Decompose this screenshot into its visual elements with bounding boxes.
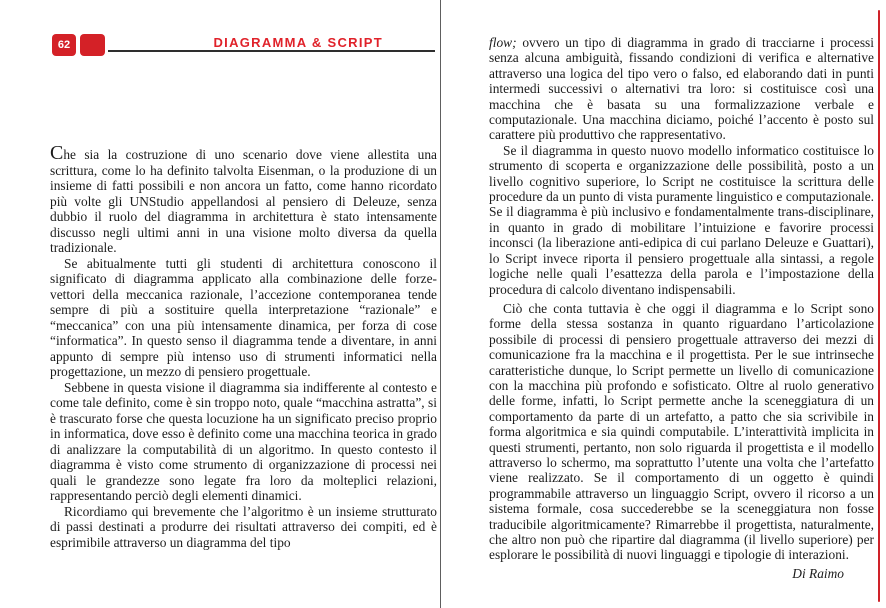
- edge-marker-line: [878, 10, 880, 602]
- decoration-badge: [80, 34, 105, 56]
- drop-cap: C: [50, 142, 64, 164]
- paragraph: Ricordiamo qui brevemente che l’algoritmo è un insieme strutturato di passi destinati a produrre dei risultati attraverso dei compiti, ed è esprimibile attraverso un diagramma del tipo: [50, 503, 437, 550]
- paragraph: Se abitualmente tutti gli studenti di architettura conoscono il significato di diagramma applicato alla combinazione delle forze-vettori della meccanica razionale, l’accezione contemporanea tende sempre di più a sostituire quella interpretazione “razionale” e “meccanica” con una più intensamente dinamica, per forza di cose “informatica”. In questo senso il diagramma tende a diventare, in anni appunto di sempre più intenso uso di strumenti informatici nella progettazione, un mezzo di pensiero progettuale.: [50, 255, 437, 379]
- chapter-title: DIAGRAMMA & SCRIPT: [213, 35, 383, 50]
- paragraph: Se il diagramma in questo nuovo modello informatico costituisce lo strumento di scoperta e organizzazione delle possibilità, posto a un livello cognitivo superiore, lo Script ne costituisce la scrittura delle procedure da un punto di vista puramente linguistico e computazionale. Se il diagramma è più inclusivo e fondamentalmente trans-disciplinare, in quanto in grado di mobilitare l’intuizione e favorire processi inconsci (la liberazione anti-edipica di cui parlano Deleuze e Guattari), lo Script invece riporta il pensiero progettuale alla sintassi, a regole logiche nelle quali l’esattezza della parola e l’impostazione della procedura di calcolo diventano indispensabili.: [489, 142, 874, 297]
- gutter-divider: [440, 0, 441, 608]
- left-text-column: [50, 142, 437, 550]
- italic-lead: flow;: [489, 35, 517, 50]
- left-page-header: [52, 34, 436, 60]
- paragraph: Ciò che conta tuttavia è che oggi il diagramma e lo Script sono forme della stessa sostanza in quanto riguardano l’articolazione possibile di processi di pensiero progettuale attraverso dei mezzi di comunicazione fra la macchina e il progettista. Per le sue intrinseche caratteristiche dunque, lo Script permette un livello di comunicazione con la macchina più profondo e sofisticato. Oltre al ruolo generativo delle forme, infatti, lo Script permette anche la sceneggiatura di un comportamento da parte di un artefatto, a patto che sia scrivibile in forma algoritmica e sia quindi computabile. L’interattività implicita in questi strumenti, pertanto, non solo riguarda il progettista e il modello attraverso lo schermo, ma soprattutto l’utente una volta che l’artefatto viene realizzato. Se il comportamento di un oggetto è quindi programmabile attraverso un linguaggio Script, ovvero il ricorso a un sistema formale, cosa succederebbe se la sceneggiatura non fosse traducibile algoritmicamente? Rimarrebbe il progettista, naturalmente, che altro non può che ripartire dal diagramma (il livello superiore) per esplorare le possibilità di nuovi linguaggi e tipologie di interazioni.: [489, 300, 874, 563]
- paragraph: Sebbene in questa visione il diagramma sia indifferente al contesto e come tale definito, come è sin troppo noto, quale “macchina astratta”, si è trascurato forse che questa locuzione ha un significato preciso proprio in informatica, dove esso è definito come una macchina teorica in grado di analizzare la computabilità di un algoritmo. In questo contesto il diagramma è visto come strumento di organizzazione di processi nei quali le grandezze sono legate fra loro da molteplici relazioni, rappresentando perciò degli elementi dinamici.: [50, 379, 437, 503]
- paragraph: [50, 142, 437, 256]
- header-rule: [108, 50, 435, 52]
- paragraph: [489, 35, 874, 143]
- page-number-badge: 62: [52, 34, 76, 56]
- right-text-column: [489, 35, 874, 581]
- paragraph-text: ovvero un tipo di diagramma in grado di tracciarne i processi senza alcuna ambiguità, fissando condizioni di verifica e alternative attraverso una logica del tipo vero o falso, ed elaborando dati in punti intermedi successivi o alternativi tra loro: si costituisce così una macchina che è basata su una formalizzazione verbale e computazionale. Una macchina diciamo, poiché l’accento è posto sul carattere più produttivo che rappresentativo.: [489, 35, 874, 143]
- author-signature: Di Raimo: [792, 565, 844, 581]
- paragraph-text: he sia la costruzione di uno scenario dove viene allestita una scrittura, come lo ha definito talvolta Eisenman, o la produzione di un insieme di fatti possibili e non ancora un fatto, come hanno ricordato più volte gli UNStudio appellandosi al pensiero di Deleuze, senza dubbio il ruolo del diagramma in architettura è stato intensamente discusso negli ultimi anni in una visione molto diversa da quella tradizionale.: [50, 147, 437, 255]
